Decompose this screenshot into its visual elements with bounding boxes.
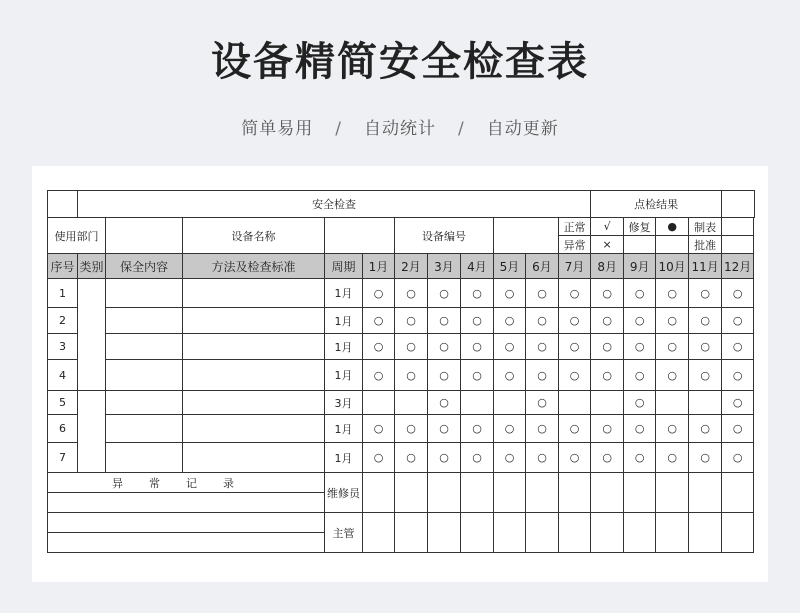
month-mark-cell[interactable]: ○ xyxy=(428,360,461,391)
month-mark-cell[interactable]: ○ xyxy=(722,415,754,443)
month-mark-cell[interactable]: ○ xyxy=(624,308,656,334)
sign-cell[interactable] xyxy=(689,473,722,513)
month-mark-cell[interactable]: ○ xyxy=(494,443,526,473)
method-cell[interactable] xyxy=(183,334,325,360)
sign-cell[interactable] xyxy=(395,473,428,513)
sign-cell[interactable] xyxy=(363,473,395,513)
month-mark-cell[interactable]: ○ xyxy=(559,360,591,391)
row-number: 1 xyxy=(48,279,78,308)
month-mark-cell[interactable]: ○ xyxy=(624,279,656,308)
month-mark-cell[interactable]: ○ xyxy=(722,334,754,360)
sign-cell[interactable] xyxy=(689,513,722,553)
month-mark-cell[interactable]: ○ xyxy=(526,415,559,443)
method-cell[interactable] xyxy=(183,360,325,391)
month-mark-cell[interactable]: ○ xyxy=(591,308,624,334)
month-header: 2月 xyxy=(395,254,428,279)
row-number: 7 xyxy=(48,443,78,473)
subtitle-item: 简单易用 xyxy=(241,119,314,139)
method-cell[interactable] xyxy=(183,279,325,308)
page-title: 设备精简安全检查表 xyxy=(211,39,589,85)
legend-blank xyxy=(656,236,689,254)
device-no-value[interactable] xyxy=(494,218,559,254)
month-mark-cell[interactable]: ○ xyxy=(428,391,461,415)
content-cell[interactable] xyxy=(106,443,183,473)
subtitle-separator: / xyxy=(458,119,465,139)
month-header: 8月 xyxy=(591,254,624,279)
month-mark-cell[interactable]: ○ xyxy=(363,308,395,334)
month-mark-cell[interactable]: ○ xyxy=(363,415,395,443)
method-cell[interactable] xyxy=(183,415,325,443)
month-header: 11月 xyxy=(689,254,722,279)
month-mark-cell[interactable]: ○ xyxy=(689,334,722,360)
row-number: 5 xyxy=(48,391,78,415)
table-row xyxy=(48,360,755,391)
month-mark-cell[interactable]: ○ xyxy=(363,443,395,473)
dept-value[interactable] xyxy=(106,218,183,254)
month-mark-cell[interactable]: ○ xyxy=(494,415,526,443)
month-mark-cell[interactable]: ○ xyxy=(624,334,656,360)
cycle-cell: 1月 xyxy=(325,415,363,443)
col-header-no: 序号 xyxy=(48,254,78,279)
month-mark-cell[interactable]: ○ xyxy=(689,415,722,443)
subtitle xyxy=(0,114,800,139)
month-mark-cell[interactable]: ○ xyxy=(526,360,559,391)
month-mark-cell[interactable] xyxy=(689,391,722,415)
abnormal-label: 异常 xyxy=(559,236,591,254)
month-header: 9月 xyxy=(624,254,656,279)
abnormal-record-line[interactable] xyxy=(48,533,325,553)
sign-cell[interactable] xyxy=(722,513,754,553)
month-mark-cell[interactable]: ○ xyxy=(591,334,624,360)
content-cell[interactable] xyxy=(106,279,183,308)
month-mark-cell[interactable]: ○ xyxy=(591,443,624,473)
inspection-table xyxy=(47,190,755,553)
month-mark-cell[interactable]: ○ xyxy=(395,415,428,443)
month-mark-cell[interactable]: ○ xyxy=(689,279,722,308)
form-caption: 安全检查 xyxy=(78,191,591,218)
month-mark-cell[interactable]: ○ xyxy=(624,443,656,473)
content-cell[interactable] xyxy=(106,415,183,443)
table-row xyxy=(48,415,755,443)
method-cell[interactable] xyxy=(183,308,325,334)
cycle-cell: 1月 xyxy=(325,279,363,308)
normal-symbol: √ xyxy=(591,218,624,236)
table-row xyxy=(48,443,755,473)
table-row xyxy=(48,308,755,334)
result-blank xyxy=(722,191,755,218)
dept-label: 使用部门 xyxy=(48,218,106,254)
repair-label: 修复 xyxy=(624,218,656,236)
content-cell[interactable] xyxy=(106,334,183,360)
sign-cell[interactable] xyxy=(722,473,754,513)
content-cell[interactable] xyxy=(106,308,183,334)
normal-label: 正常 xyxy=(559,218,591,236)
month-mark-cell[interactable]: ○ xyxy=(461,360,494,391)
category-cell[interactable] xyxy=(78,279,106,391)
row-number: 3 xyxy=(48,334,78,360)
month-mark-cell[interactable]: ○ xyxy=(689,443,722,473)
month-mark-cell[interactable]: ○ xyxy=(624,415,656,443)
sign-cell[interactable] xyxy=(591,513,624,553)
sign-cell[interactable] xyxy=(363,513,395,553)
sign-cell[interactable] xyxy=(461,513,494,553)
month-mark-cell[interactable]: ○ xyxy=(689,308,722,334)
repair-symbol: ● xyxy=(656,218,689,236)
month-mark-cell[interactable]: ○ xyxy=(395,279,428,308)
month-mark-cell[interactable]: ○ xyxy=(461,415,494,443)
cycle-cell: 1月 xyxy=(325,308,363,334)
month-mark-cell[interactable]: ○ xyxy=(395,308,428,334)
table-row xyxy=(48,279,755,308)
month-mark-cell[interactable]: ○ xyxy=(461,279,494,308)
month-mark-cell[interactable]: ○ xyxy=(363,334,395,360)
month-mark-cell[interactable]: ○ xyxy=(461,308,494,334)
month-header: 3月 xyxy=(428,254,461,279)
content-cell[interactable] xyxy=(106,391,183,415)
row-number: 4 xyxy=(48,360,78,391)
device-name-label: 设备名称 xyxy=(183,218,325,254)
month-mark-cell[interactable]: ○ xyxy=(656,308,689,334)
month-mark-cell[interactable]: ○ xyxy=(494,279,526,308)
month-mark-cell[interactable]: ○ xyxy=(689,360,722,391)
sign-cell[interactable] xyxy=(428,473,461,513)
approve-value[interactable] xyxy=(722,236,754,254)
sign-cell[interactable] xyxy=(624,473,656,513)
month-mark-cell[interactable]: ○ xyxy=(494,308,526,334)
month-mark-cell[interactable]: ○ xyxy=(526,334,559,360)
subtitle-item: 自动更新 xyxy=(486,119,559,139)
sign-cell[interactable] xyxy=(526,473,559,513)
col-header-method: 方法及检查标准 xyxy=(183,254,325,279)
cycle-cell: 1月 xyxy=(325,334,363,360)
month-mark-cell[interactable]: ○ xyxy=(363,279,395,308)
sign-cell[interactable] xyxy=(656,473,689,513)
month-header: 4月 xyxy=(461,254,494,279)
month-mark-cell[interactable] xyxy=(494,391,526,415)
month-mark-cell[interactable]: ○ xyxy=(494,334,526,360)
sign-cell[interactable] xyxy=(461,473,494,513)
month-header: 5月 xyxy=(494,254,526,279)
abnormal-record-label: 异常记录 xyxy=(48,473,325,493)
repairer-label: 维修员 xyxy=(325,473,363,513)
month-mark-cell[interactable] xyxy=(461,391,494,415)
sign-cell[interactable] xyxy=(559,513,591,553)
month-mark-cell[interactable]: ○ xyxy=(395,360,428,391)
abnormal-record-line[interactable] xyxy=(48,493,325,513)
month-mark-cell[interactable]: ○ xyxy=(722,391,754,415)
table-row xyxy=(48,334,755,360)
month-mark-cell[interactable]: ○ xyxy=(395,443,428,473)
sign-cell[interactable] xyxy=(656,513,689,553)
month-mark-cell[interactable]: ○ xyxy=(461,334,494,360)
method-cell[interactable] xyxy=(183,391,325,415)
sign-cell[interactable] xyxy=(526,513,559,553)
month-header: 6月 xyxy=(526,254,559,279)
month-mark-cell[interactable]: ○ xyxy=(591,415,624,443)
result-title: 点检结果 xyxy=(591,191,722,218)
month-mark-cell[interactable]: ○ xyxy=(656,360,689,391)
abnormal-record-line[interactable] xyxy=(48,513,325,533)
legend-blank xyxy=(624,236,656,254)
made-label: 制表 xyxy=(689,218,722,236)
made-value[interactable] xyxy=(722,218,754,236)
month-mark-cell[interactable]: ○ xyxy=(722,360,754,391)
month-mark-cell[interactable]: ○ xyxy=(526,391,559,415)
supervisor-label: 主管 xyxy=(325,513,363,553)
sign-cell[interactable] xyxy=(428,513,461,553)
method-cell[interactable] xyxy=(183,443,325,473)
month-header: 1月 xyxy=(363,254,395,279)
col-header-cycle: 周期 xyxy=(325,254,363,279)
month-mark-cell[interactable]: ○ xyxy=(428,279,461,308)
month-mark-cell[interactable] xyxy=(395,391,428,415)
month-mark-cell[interactable]: ○ xyxy=(656,334,689,360)
month-mark-cell[interactable]: ○ xyxy=(461,443,494,473)
month-mark-cell[interactable] xyxy=(591,391,624,415)
month-mark-cell[interactable]: ○ xyxy=(428,443,461,473)
month-mark-cell[interactable]: ○ xyxy=(722,279,754,308)
month-mark-cell[interactable]: ○ xyxy=(428,415,461,443)
month-mark-cell[interactable] xyxy=(559,391,591,415)
month-mark-cell[interactable]: ○ xyxy=(559,443,591,473)
month-mark-cell[interactable]: ○ xyxy=(656,415,689,443)
sign-cell[interactable] xyxy=(494,473,526,513)
subtitle-item: 自动统计 xyxy=(364,119,436,139)
row-number: 2 xyxy=(48,308,78,334)
month-mark-cell[interactable]: ○ xyxy=(428,308,461,334)
device-name-value[interactable] xyxy=(325,218,395,254)
cycle-cell: 1月 xyxy=(325,443,363,473)
month-mark-cell[interactable] xyxy=(656,391,689,415)
table-row xyxy=(48,391,755,415)
cycle-cell: 1月 xyxy=(325,360,363,391)
row-number: 6 xyxy=(48,415,78,443)
month-mark-cell[interactable]: ○ xyxy=(656,443,689,473)
month-mark-cell[interactable]: ○ xyxy=(363,360,395,391)
cycle-cell: 3月 xyxy=(325,391,363,415)
month-mark-cell[interactable]: ○ xyxy=(428,334,461,360)
sign-cell[interactable] xyxy=(494,513,526,553)
month-mark-cell[interactable]: ○ xyxy=(591,279,624,308)
month-mark-cell[interactable] xyxy=(363,391,395,415)
month-header: 12月 xyxy=(722,254,754,279)
approve-label: 批准 xyxy=(689,236,722,254)
month-mark-cell[interactable]: ○ xyxy=(656,279,689,308)
month-mark-cell[interactable]: ○ xyxy=(722,308,754,334)
month-header: 7月 xyxy=(559,254,591,279)
sign-cell[interactable] xyxy=(559,473,591,513)
sign-cell[interactable] xyxy=(591,473,624,513)
sign-cell[interactable] xyxy=(624,513,656,553)
category-cell[interactable] xyxy=(78,391,106,473)
month-mark-cell[interactable]: ○ xyxy=(526,308,559,334)
subtitle-separator: / xyxy=(335,119,342,139)
month-mark-cell[interactable]: ○ xyxy=(624,360,656,391)
month-mark-cell[interactable]: ○ xyxy=(591,360,624,391)
month-mark-cell[interactable]: ○ xyxy=(722,443,754,473)
month-mark-cell[interactable]: ○ xyxy=(559,415,591,443)
month-mark-cell[interactable]: ○ xyxy=(559,308,591,334)
month-mark-cell[interactable]: ○ xyxy=(526,279,559,308)
abnormal-symbol: × xyxy=(591,236,624,254)
month-mark-cell[interactable]: ○ xyxy=(624,391,656,415)
month-mark-cell[interactable]: ○ xyxy=(559,334,591,360)
sign-cell[interactable] xyxy=(395,513,428,553)
col-header-category: 类别 xyxy=(78,254,106,279)
col-header-content: 保全内容 xyxy=(106,254,183,279)
month-mark-cell[interactable]: ○ xyxy=(395,334,428,360)
content-cell[interactable] xyxy=(106,360,183,391)
device-no-label: 设备编号 xyxy=(395,218,494,254)
month-header: 10月 xyxy=(656,254,689,279)
month-mark-cell[interactable]: ○ xyxy=(559,279,591,308)
corner-cell xyxy=(48,191,78,218)
form-sheet xyxy=(32,166,768,582)
month-mark-cell[interactable]: ○ xyxy=(526,443,559,473)
month-mark-cell[interactable]: ○ xyxy=(494,360,526,391)
